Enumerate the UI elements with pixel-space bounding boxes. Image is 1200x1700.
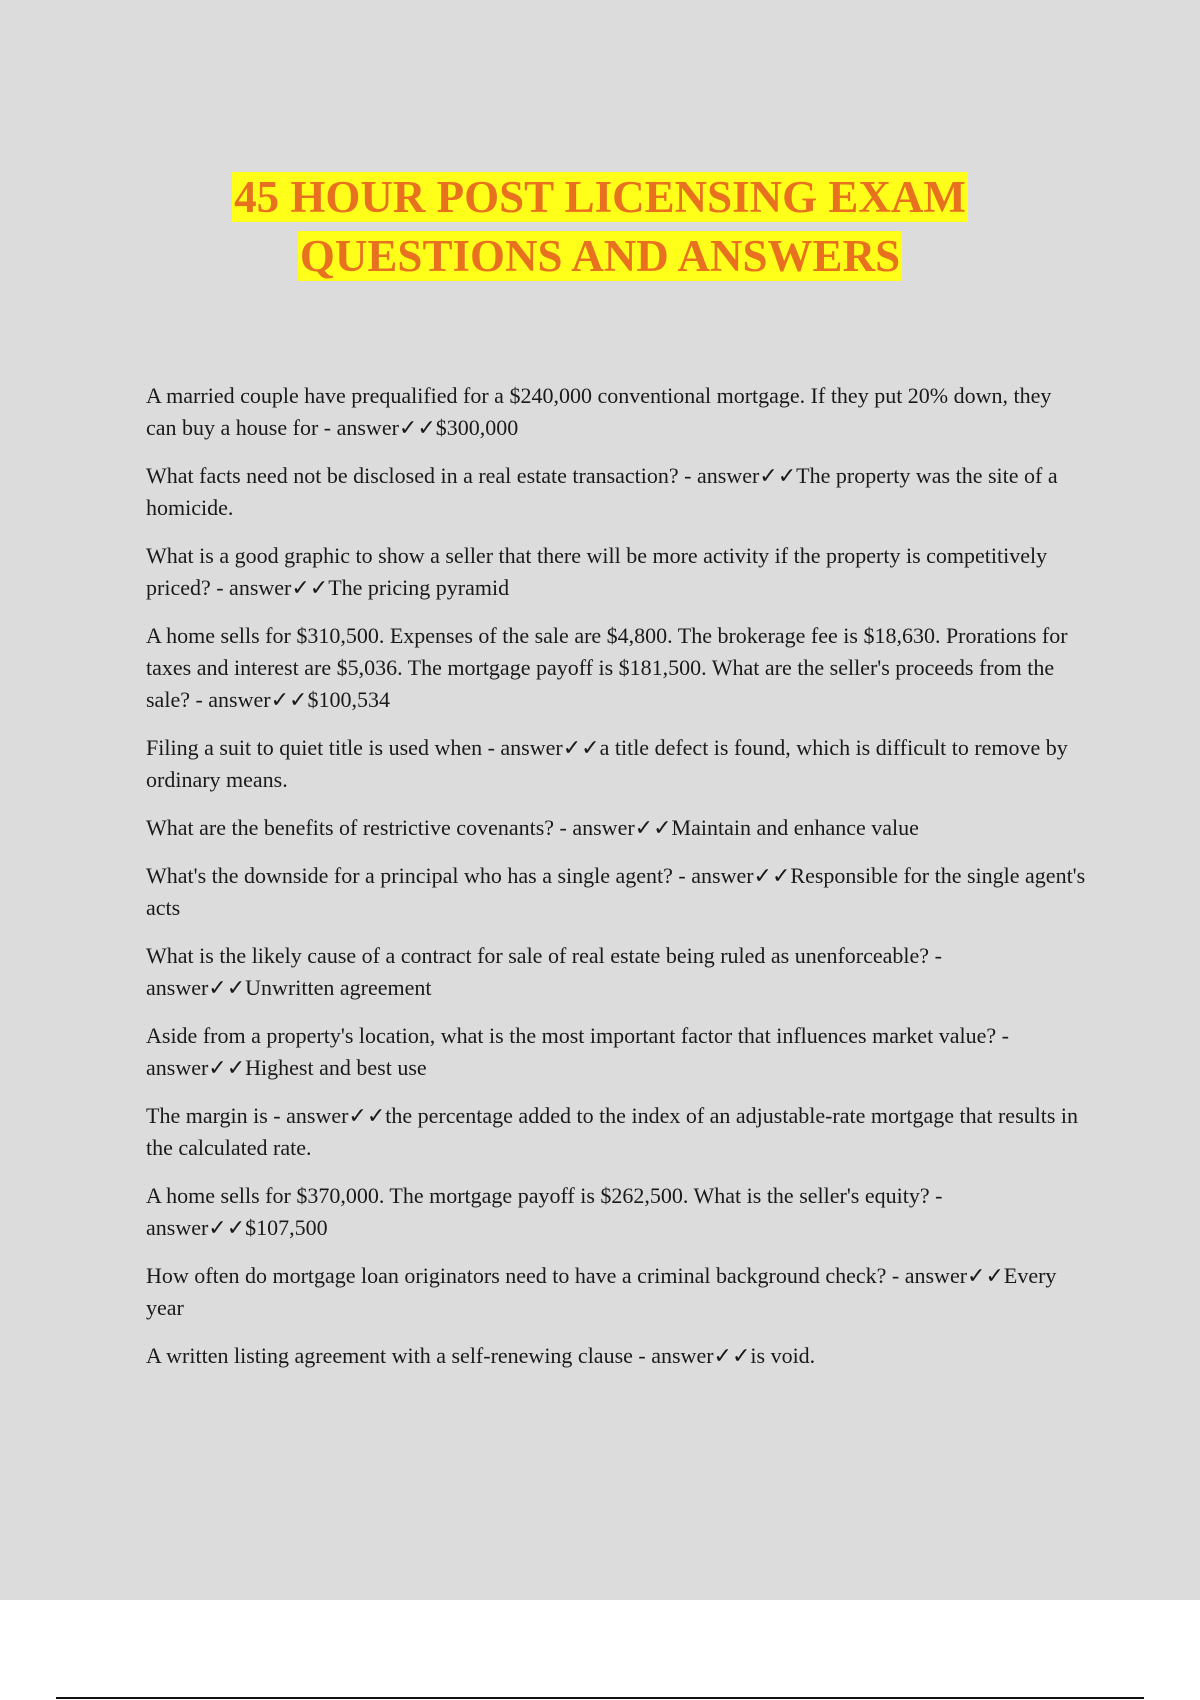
footer-divider	[56, 1697, 1144, 1699]
qa-item: The margin is - answer✓✓the percentage added to the index of an adjustable-rate mortgage that results in the calculated rate.	[146, 1103, 1079, 1160]
qa-item: Filing a suit to quiet title is used when - answer✓✓a title defect is found, which is difficult to remove by ordinary means.	[146, 735, 1068, 792]
qa-item: What's the downside for a principal who has a single agent? - answer✓✓Responsible for the single agent's acts	[146, 863, 1086, 920]
qa-item: How often do mortgage loan originators need to have a criminal background check? - answer✓✓Every year	[146, 1263, 1057, 1320]
qa-item: Aside from a property's location, what is the most important factor that influences market value? - answer✓✓Highest and best use	[146, 1023, 1009, 1080]
qa-item: What is a good graphic to show a seller that there will be more activity if the property is competitively priced? - answer✓✓The pricing pyramid	[146, 543, 1048, 600]
title-line-1: 45 HOUR POST LICENSING EXAM	[234, 172, 966, 222]
title-line-2: QUESTIONS AND ANSWERS	[299, 231, 901, 281]
qa-item: What facts need not be disclosed in a real estate transaction? - answer✓✓The property was the site of a homicide.	[146, 463, 1058, 520]
qa-item: A married couple have prequalified for a $240,000 conventional mortgage. If they put 20% down, they can buy a house for - answer✓✓$300,000	[146, 383, 1052, 440]
qa-item: What are the benefits of restrictive covenants? - answer✓✓Maintain and enhance value	[146, 815, 919, 840]
qa-item: A home sells for $310,500. Expenses of the sale are $4,800. The brokerage fee is $18,630. Prorations for taxes and interest are $5,036. The mortgage payoff is $181,500. What are the seller's proceeds from the sale? - answer✓✓$100,534	[146, 623, 1068, 712]
document-title	[0, 168, 1200, 286]
qa-item: What is the likely cause of a contract for sale of real estate being ruled as unenforceable? - answer✓✓Unwritten agreement	[146, 943, 942, 1000]
qa-list	[146, 380, 1086, 1388]
qa-item: A written listing agreement with a self-renewing clause - answer✓✓is void.	[146, 1343, 816, 1368]
qa-item: A home sells for $370,000. The mortgage payoff is $262,500. What is the seller's equity? - answer✓✓$107,500	[146, 1183, 943, 1240]
